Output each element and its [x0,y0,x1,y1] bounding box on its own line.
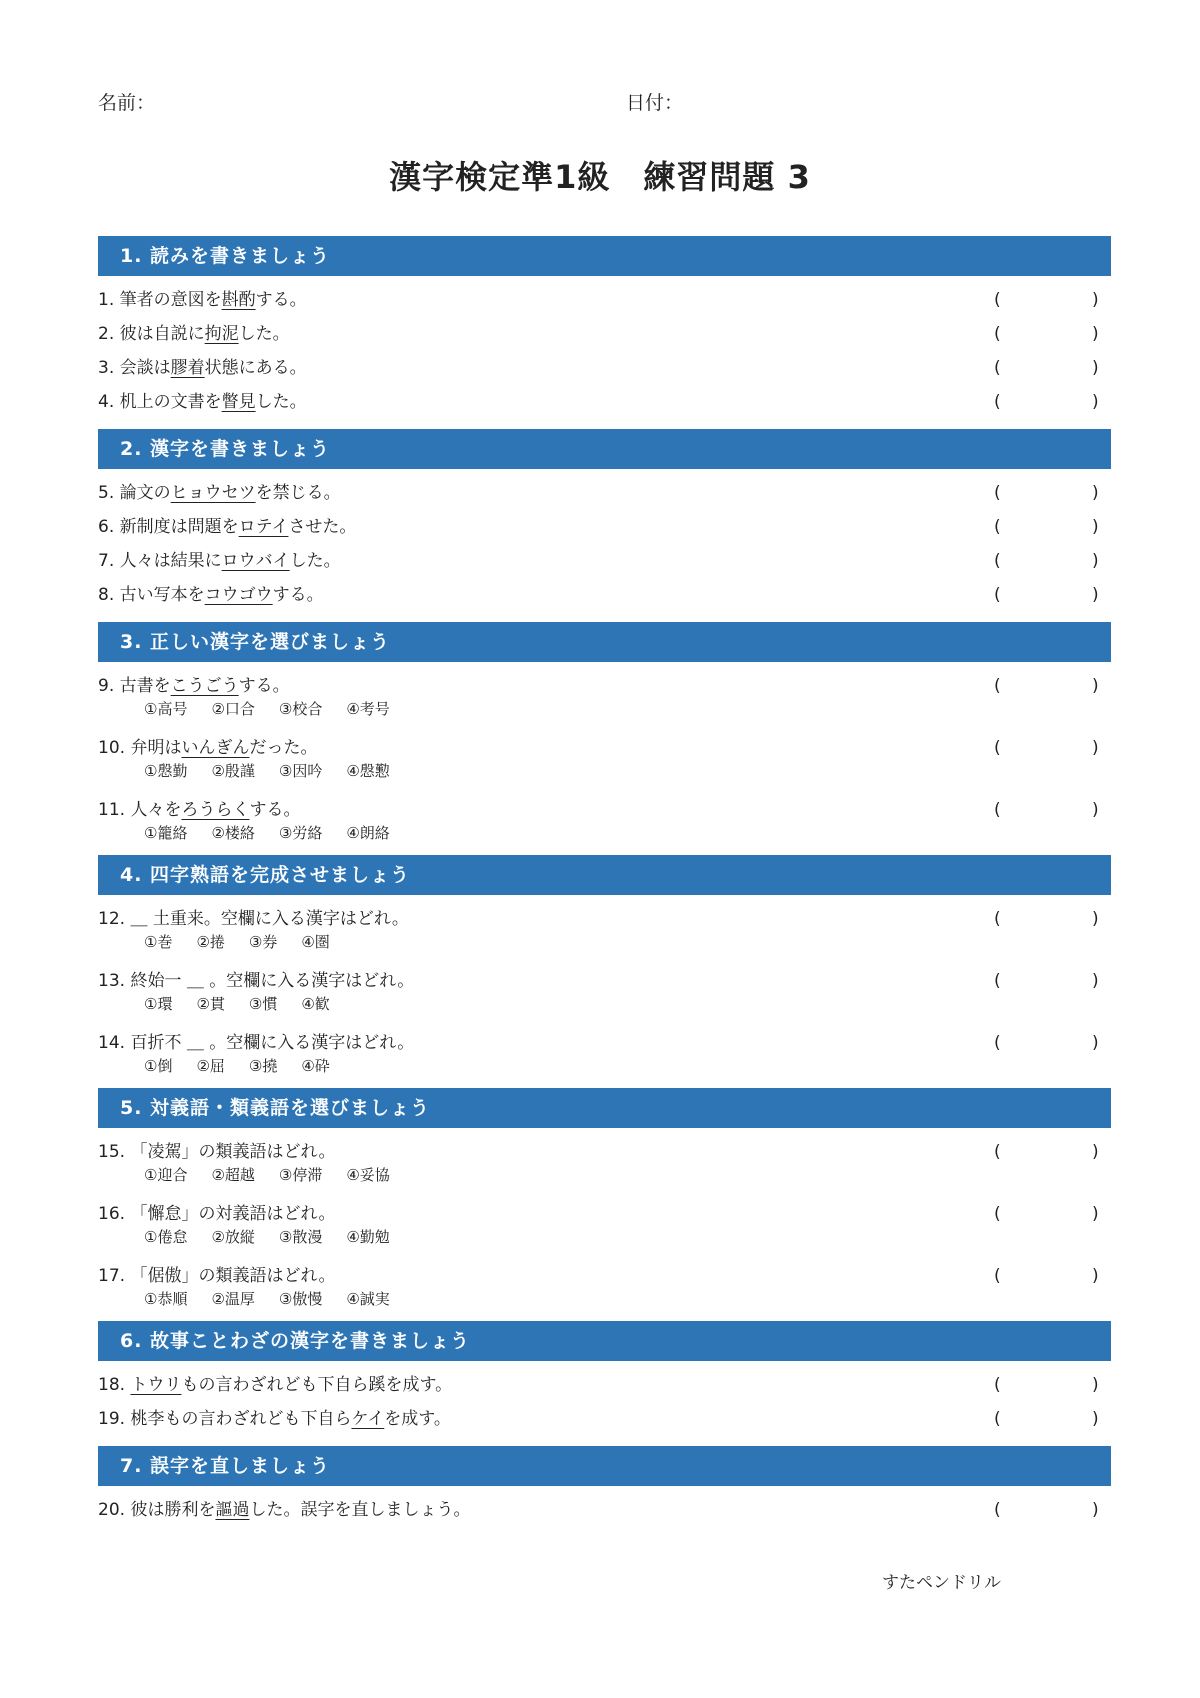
target-word: 瞥見 [221,392,256,412]
answer-option: ③停滞 [278,1166,323,1184]
question-item [98,1368,1111,1402]
answer-paren-left: ( [994,585,1001,605]
answer-option: ④朗絡 [346,824,390,842]
question-item [98,510,1111,544]
answer-option: ②貫 [196,995,225,1013]
question-fragment: 17. 「倨傲」の類義語はどれ。 [98,1266,336,1286]
answer-option: ①高号 [144,700,188,718]
date-label: 日付： [626,92,684,114]
answer-paren-left: ( [994,1500,1001,1520]
answer-paren-right: ) [1092,358,1099,378]
question-text [98,1135,1111,1169]
target-word: いんぎん [181,738,250,758]
answer-paren-left: ( [994,290,1001,310]
question-item [98,902,1111,954]
question-fragment: 8. 古い写本を [98,585,205,605]
target-word: 謳過 [215,1500,250,1520]
question-item [98,1197,1111,1249]
answer-paren-left: ( [994,392,1001,412]
answer-paren-right: ) [1092,1142,1099,1162]
question-sections [98,236,1111,1537]
question-text [98,1402,1111,1436]
answer-option: ④慇懃 [346,762,390,780]
question-item [98,1026,1111,1078]
question-text [98,1368,1111,1402]
question-text [98,351,1111,385]
answer-paren-right: ) [1092,1204,1099,1224]
answer-option: ④圏 [301,933,330,951]
answer-paren-left: ( [994,971,1001,991]
question-fragment: 13. 終始一 ＿ 。空欄に入る漢字はどれ。 [98,971,415,991]
answer-paren-right: ) [1092,517,1099,537]
question-text [98,731,1111,765]
section-header: 4. 四字熟語を完成させましょう [98,855,1111,895]
answer-option: ①恭順 [144,1290,188,1308]
answer-paren-left: ( [994,551,1001,571]
answer-option: ②超越 [211,1166,255,1184]
question-fragment: する。 [255,290,307,310]
question-text [98,385,1111,419]
question-text [98,578,1111,612]
answer-option: ②温厚 [211,1290,255,1308]
question-fragment: 4. 机上の文書を [98,392,222,412]
answer-option: ③傲慢 [278,1290,323,1308]
answer-paren-left: ( [994,324,1001,344]
answer-paren-right: ) [1092,1033,1099,1053]
target-word: トウリ [130,1375,182,1395]
answer-option: ①環 [144,995,173,1013]
question-fragment: 19. 桃李もの言わざれども下自ら [98,1409,352,1429]
answer-options [98,823,1111,845]
answer-paren-right: ) [1092,1500,1099,1520]
question-fragment: を禁じる。 [255,483,341,503]
answer-paren-right: ) [1092,290,1099,310]
question-item [98,385,1111,419]
question-text [98,510,1111,544]
answer-options [98,761,1111,783]
question-text [98,476,1111,510]
question-fragment: もの言わざれども下自ら蹊を成す。 [181,1375,453,1395]
answer-option: ③校合 [278,700,323,718]
question-fragment: 16. 「懈怠」の対義語はどれ。 [98,1204,336,1224]
target-word: こうごう [170,676,239,696]
question-item [98,793,1111,845]
question-item [98,351,1111,385]
question-item [98,731,1111,783]
question-item [98,578,1111,612]
section-3 [98,622,1111,845]
target-word: 拘泥 [204,324,239,344]
answer-option: ②口合 [211,700,255,718]
answer-option: ②屈 [196,1057,225,1075]
answer-option: ④誠実 [346,1290,390,1308]
question-fragment: 状態にある。 [204,358,307,378]
question-fragment: する。 [238,676,290,696]
question-item [98,1259,1111,1311]
answer-option: ④歓 [301,995,330,1013]
section-7 [98,1446,1111,1527]
answer-options [98,994,1111,1016]
question-fragment: 12. ＿ 土重来。空欄に入る漢字はどれ。 [98,909,409,929]
answer-options [98,699,1111,721]
answer-option: ③散漫 [278,1228,323,1246]
question-item [98,669,1111,721]
answer-option: ③慣 [248,995,278,1013]
question-text [98,1197,1111,1231]
section-6 [98,1321,1111,1436]
question-fragment: 2. 彼は自説に [98,324,205,344]
question-fragment: 20. 彼は勝利を [98,1500,216,1520]
answer-paren-left: ( [994,800,1001,820]
question-fragment: した。 [289,551,341,571]
question-fragment: 9. 古書を [98,676,171,696]
answer-option: ③券 [248,933,278,951]
answer-options [98,1227,1111,1249]
answer-option: ①慇勤 [144,762,188,780]
question-fragment: 7. 人々は結果に [98,551,222,571]
answer-paren-left: ( [994,1409,1001,1429]
answer-paren-left: ( [994,483,1001,503]
section-header: 2. 漢字を書きましょう [98,429,1111,469]
answer-option: ①迎合 [144,1166,188,1184]
question-fragment: した。 [255,392,307,412]
question-fragment: を成す。 [384,1409,451,1429]
name-label: 名前： [98,92,156,114]
answer-paren-left: ( [994,738,1001,758]
target-word: ロウバイ [221,551,290,571]
question-text [98,1026,1111,1060]
target-word: ヒョウセツ [170,483,256,503]
answer-paren-right: ) [1092,909,1099,929]
question-fragment: する。 [272,585,324,605]
answer-paren-left: ( [994,1204,1001,1224]
answer-option: ③労絡 [278,824,323,842]
question-fragment: した。 [238,324,290,344]
question-item [98,1402,1111,1436]
question-fragment: 5. 論文の [98,483,171,503]
section-header: 7. 誤字を直しましょう [98,1446,1111,1486]
question-fragment: 14. 百折不 ＿ 。空欄に入る漢字はどれ。 [98,1033,415,1053]
target-word: ロテイ [238,517,289,537]
question-fragment: 15. 「凌駕」の類義語はどれ。 [98,1142,336,1162]
footer-brand: すたペンドリル [882,1573,1001,1593]
question-fragment: 6. 新制度は問題を [98,517,239,537]
answer-options [98,932,1111,954]
answer-paren-right: ) [1092,324,1099,344]
question-item [98,476,1111,510]
question-text [98,669,1111,703]
answer-paren-left: ( [994,1266,1001,1286]
question-fragment: 3. 会談は [98,358,171,378]
answer-option: ③撓 [248,1057,278,1075]
section-header: 6. 故事ことわざの漢字を書きましょう [98,1321,1111,1361]
question-item [98,1135,1111,1187]
question-text [98,902,1111,936]
answer-paren-right: ) [1092,738,1099,758]
section-1 [98,236,1111,419]
answer-paren-right: ) [1092,551,1099,571]
question-fragment: だった。 [249,738,318,758]
answer-option: ②楼絡 [211,824,255,842]
answer-paren-left: ( [994,1033,1001,1053]
answer-paren-right: ) [1092,1375,1099,1395]
answer-paren-left: ( [994,517,1001,537]
question-fragment: させた。 [288,517,357,537]
target-word: 斟酌 [221,290,256,310]
question-text [98,317,1111,351]
answer-option: ①倦怠 [144,1228,188,1246]
question-text [98,1259,1111,1293]
question-text [98,793,1111,827]
question-item [98,1493,1111,1527]
answer-option: ①籠絡 [144,824,188,842]
answer-paren-right: ) [1092,1266,1099,1286]
answer-option: ③因吟 [278,762,323,780]
question-item [98,283,1111,317]
answer-paren-right: ) [1092,971,1099,991]
question-text [98,1493,1111,1527]
target-word: コウゴウ [204,585,273,605]
answer-option: ④考号 [346,700,390,718]
target-word: 膠着 [170,358,205,378]
answer-paren-right: ) [1092,392,1099,412]
answer-option: ①巻 [144,933,173,951]
answer-paren-left: ( [994,358,1001,378]
question-item [98,544,1111,578]
answer-options [98,1056,1111,1078]
answer-paren-left: ( [994,909,1001,929]
page-title: 漢字検定準1級 練習問題 3 [389,158,811,196]
answer-paren-right: ) [1092,800,1099,820]
section-header: 3. 正しい漢字を選びましょう [98,622,1111,662]
answer-paren-right: ) [1092,585,1099,605]
answer-option: ④砕 [301,1057,330,1075]
question-text [98,283,1111,317]
answer-paren-left: ( [994,1375,1001,1395]
answer-option: ②捲 [196,933,225,951]
answer-paren-right: ) [1092,483,1099,503]
question-fragment: する。 [249,800,301,820]
target-word: ろうらく [181,800,250,820]
answer-option: ①倒 [144,1057,173,1075]
answer-options [98,1289,1111,1311]
target-word: ケイ [351,1409,385,1429]
header-fields [98,88,1098,118]
question-item [98,317,1111,351]
question-text [98,964,1111,998]
question-fragment: 18. [98,1375,131,1395]
section-header: 1. 読みを書きましょう [98,236,1111,276]
question-fragment: した。誤字を直しましょう。 [249,1500,471,1520]
answer-paren-right: ) [1092,1409,1099,1429]
answer-option: ②殷謹 [211,762,255,780]
question-fragment: 10. 弁明は [98,738,182,758]
answer-options [98,1165,1111,1187]
answer-paren-right: ) [1092,676,1099,696]
question-item [98,964,1111,1016]
answer-option: ②放縦 [211,1228,255,1246]
answer-paren-left: ( [994,676,1001,696]
question-fragment: 11. 人々を [98,800,182,820]
question-text [98,544,1111,578]
section-4 [98,855,1111,1078]
answer-option: ④妥協 [346,1166,390,1184]
section-2 [98,429,1111,612]
section-header: 5. 対義語・類義語を選びましょう [98,1088,1111,1128]
question-fragment: 1. 筆者の意図を [98,290,222,310]
answer-paren-left: ( [994,1142,1001,1162]
answer-option: ④勤勉 [346,1228,390,1246]
section-5 [98,1088,1111,1311]
